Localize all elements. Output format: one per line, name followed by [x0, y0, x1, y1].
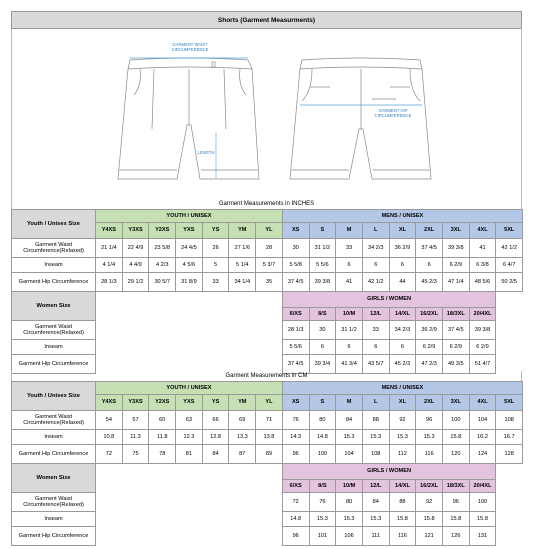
- row-label: Garment Hip Circumference: [12, 273, 96, 292]
- women-value-cell: 33: [362, 321, 389, 340]
- table-row: [12, 273, 523, 292]
- waist-label-1: GARMENT WAIST: [172, 42, 208, 47]
- women-value-cell: 37 4/5: [282, 355, 309, 374]
- youth-value-cell: 10.8: [96, 430, 123, 445]
- women-size-header: 10/M: [336, 308, 363, 321]
- youth-value-cell: 4 5/6: [176, 258, 203, 273]
- mens-value-cell: 48 5/6: [469, 273, 496, 292]
- women-value-cell: 6: [389, 340, 416, 355]
- women-size-header: 12/L: [362, 308, 389, 321]
- mens-value-cell: 92: [389, 411, 416, 430]
- women-value-cell: 116: [389, 527, 416, 546]
- mens-group-header: MENS / UNISEX: [282, 382, 522, 395]
- women-value-cell: 72: [282, 493, 309, 512]
- mens-size-header: M: [336, 223, 363, 239]
- women-value-cell: 39 3/8: [469, 321, 496, 340]
- youth-value-cell: 87: [229, 445, 256, 464]
- youth-value-cell: 84: [202, 445, 229, 464]
- mens-value-cell: 15.3: [362, 430, 389, 445]
- youth-value-cell: 24 4/5: [176, 239, 203, 258]
- youth-value-cell: 12.3: [176, 430, 203, 445]
- women-value-cell: 6 2/9: [416, 340, 443, 355]
- mens-value-cell: 116: [416, 445, 443, 464]
- table-row: [12, 445, 523, 464]
- youth-size-header: Y3XS: [122, 223, 149, 239]
- youth-size-header: Y4XS: [96, 395, 123, 411]
- row-label: Garment Waist Circumference(Relaxed): [12, 239, 96, 258]
- mens-value-cell: 14.3: [282, 430, 309, 445]
- mens-value-cell: 84: [336, 411, 363, 430]
- hip-label-1: GARMENT HIP: [378, 108, 408, 113]
- women-value-cell: 6: [362, 340, 389, 355]
- mens-size-header: 2XL: [416, 395, 443, 411]
- blank-cell: [496, 464, 523, 546]
- mens-value-cell: 39 3/8: [309, 273, 336, 292]
- mens-value-cell: 42 1/2: [362, 273, 389, 292]
- waist-label-2: CIRCUMFERENCE: [171, 47, 209, 52]
- women-size-header: 12/L: [362, 480, 389, 493]
- women-value-cell: 84: [362, 493, 389, 512]
- mens-value-cell: 6 2/9: [442, 258, 469, 273]
- youth-value-cell: 63: [176, 411, 203, 430]
- cm-section-title: Garment Measurements in CM: [11, 371, 522, 381]
- women-value-cell: 101: [309, 527, 336, 546]
- mens-value-cell: 36 2/9: [389, 239, 416, 258]
- women-value-cell: 30: [309, 321, 336, 340]
- row-label: Garment Waist Circumference(Relaxed): [12, 411, 96, 430]
- youth-value-cell: 57: [122, 411, 149, 430]
- mens-value-cell: 41: [336, 273, 363, 292]
- women-size-header: 20/4XL: [469, 308, 496, 321]
- mens-value-cell: 6: [416, 258, 443, 273]
- mens-value-cell: 6 3/8: [469, 258, 496, 273]
- row-label: Inseam: [12, 258, 96, 273]
- youth-value-cell: 4 2/3: [149, 258, 176, 273]
- blank-cell: [496, 292, 523, 374]
- women-size-header: 10/M: [336, 480, 363, 493]
- girls-group-header: GIRLS / WOMEN: [282, 464, 496, 480]
- mens-value-cell: 128: [496, 445, 523, 464]
- women-value-cell: 28 1/3: [282, 321, 309, 340]
- women-size-corner: Women Size: [12, 464, 96, 493]
- women-value-cell: 6: [336, 340, 363, 355]
- youth-size-header: YXS: [176, 223, 203, 239]
- women-value-cell: 15.8: [442, 512, 469, 527]
- row-label: Inseam: [12, 512, 96, 527]
- mens-value-cell: 104: [469, 411, 496, 430]
- women-value-cell: 76: [309, 493, 336, 512]
- women-size-corner: Women Size: [12, 292, 96, 321]
- women-value-cell: 36 2/9: [416, 321, 443, 340]
- women-value-cell: 47 2/3: [416, 355, 443, 374]
- mens-group-header: MENS / UNISEX: [282, 210, 522, 223]
- mens-value-cell: 15.3: [336, 430, 363, 445]
- mens-size-header: 4XL: [469, 395, 496, 411]
- row-label: Inseam: [12, 430, 96, 445]
- women-size-header: 8/S: [309, 308, 336, 321]
- women-value-cell: 5 5/6: [282, 340, 309, 355]
- women-size-header: 18/3XL: [442, 308, 469, 321]
- front-shorts-drawing: [118, 58, 259, 179]
- youth-value-cell: 60: [149, 411, 176, 430]
- women-size-header: 14/XL: [389, 480, 416, 493]
- mens-value-cell: 41: [469, 239, 496, 258]
- youth-size-corner: Youth / Unisex Size: [12, 210, 96, 239]
- youth-size-header: YM: [229, 223, 256, 239]
- mens-value-cell: 96: [416, 411, 443, 430]
- mens-value-cell: 100: [442, 411, 469, 430]
- youth-value-cell: 5 1/4: [229, 258, 256, 273]
- mens-value-cell: 45 2/3: [416, 273, 443, 292]
- women-size-header: 14/XL: [389, 308, 416, 321]
- mens-value-cell: 80: [309, 411, 336, 430]
- inches-section-title: Garment Measurements in INCHES: [11, 199, 522, 209]
- mens-value-cell: 112: [389, 445, 416, 464]
- page-title: Shorts (Garment Measurments): [11, 11, 522, 29]
- youth-group-header: YOUTH / UNISEX: [96, 210, 283, 223]
- youth-value-cell: 35: [256, 273, 283, 292]
- women-size-header: 20/4XL: [469, 480, 496, 493]
- mens-size-header: 2XL: [416, 223, 443, 239]
- youth-value-cell: 75: [122, 445, 149, 464]
- women-value-cell: 111: [362, 527, 389, 546]
- women-value-cell: 80: [336, 493, 363, 512]
- youth-value-cell: 54: [96, 411, 123, 430]
- garment-diagram: [11, 29, 522, 199]
- mens-value-cell: 5 5/6: [309, 258, 336, 273]
- youth-size-header: Y2XS: [149, 395, 176, 411]
- mens-value-cell: 104: [336, 445, 363, 464]
- women-value-cell: 41 3/4: [336, 355, 363, 374]
- women-size-header: 16/2XL: [416, 308, 443, 321]
- mens-value-cell: 42 1/2: [496, 239, 523, 258]
- youth-value-cell: 27 1/6: [229, 239, 256, 258]
- youth-value-cell: 33: [202, 273, 229, 292]
- mens-size-header: M: [336, 395, 363, 411]
- mens-size-header: L: [362, 395, 389, 411]
- women-value-cell: 31 1/2: [336, 321, 363, 340]
- youth-value-cell: 72: [96, 445, 123, 464]
- table-row: [12, 411, 523, 430]
- youth-group-header: YOUTH / UNISEX: [96, 382, 283, 395]
- youth-value-cell: 28: [256, 239, 283, 258]
- mens-value-cell: 30: [282, 239, 309, 258]
- youth-value-cell: 69: [229, 411, 256, 430]
- mens-size-header: XS: [282, 395, 309, 411]
- youth-size-header: YL: [256, 223, 283, 239]
- women-value-cell: 100: [469, 493, 496, 512]
- women-size-header: 16/2XL: [416, 480, 443, 493]
- youth-value-cell: 5 3/7: [256, 258, 283, 273]
- mens-value-cell: 16.2: [469, 430, 496, 445]
- mens-size-header: 5XL: [496, 223, 523, 239]
- women-value-cell: 126: [442, 527, 469, 546]
- women-value-cell: 96: [442, 493, 469, 512]
- mens-size-header: XL: [389, 223, 416, 239]
- mens-value-cell: 88: [362, 411, 389, 430]
- youth-value-cell: 29 1/2: [122, 273, 149, 292]
- mens-value-cell: 37 4/5: [282, 273, 309, 292]
- youth-value-cell: 31 8/9: [176, 273, 203, 292]
- mens-size-header: XL: [389, 395, 416, 411]
- youth-size-header: YXS: [176, 395, 203, 411]
- youth-value-cell: 22 4/9: [122, 239, 149, 258]
- mens-size-header: L: [362, 223, 389, 239]
- youth-value-cell: 81: [176, 445, 203, 464]
- hip-label-2: CIRCUMFERENCE: [374, 113, 412, 118]
- row-label: Garment Hip Circumference: [12, 355, 96, 374]
- mens-value-cell: 15.3: [416, 430, 443, 445]
- youth-size-header: Y4XS: [96, 223, 123, 239]
- shorts-illustration: [12, 29, 523, 199]
- blank-cell: [96, 292, 283, 374]
- women-value-cell: 92: [416, 493, 443, 512]
- cm-table: [11, 381, 523, 546]
- mens-size-header: S: [309, 223, 336, 239]
- women-size-header: 6/XS: [282, 480, 309, 493]
- mens-value-cell: 6: [336, 258, 363, 273]
- women-value-cell: 106: [336, 527, 363, 546]
- youth-value-cell: 23 5/8: [149, 239, 176, 258]
- table-row: [12, 258, 523, 273]
- row-label: Garment Waist Circumference(Relaxed): [12, 321, 96, 340]
- mens-size-header: 5XL: [496, 395, 523, 411]
- length-label: LENGTH: [197, 150, 215, 155]
- row-label: Inseam: [12, 340, 96, 355]
- mens-size-header: 3XL: [442, 395, 469, 411]
- mens-value-cell: 14.8: [309, 430, 336, 445]
- mens-value-cell: 16.7: [496, 430, 523, 445]
- women-value-cell: 39 3/4: [309, 355, 336, 374]
- youth-value-cell: 4 1/4: [96, 258, 123, 273]
- inches-table: [11, 209, 523, 374]
- table-row: [12, 430, 523, 445]
- youth-size-header: Y3XS: [122, 395, 149, 411]
- mens-value-cell: 39 3/8: [442, 239, 469, 258]
- mens-value-cell: 100: [309, 445, 336, 464]
- women-value-cell: 6: [309, 340, 336, 355]
- blank-cell: [96, 464, 283, 546]
- youth-value-cell: 12.8: [202, 430, 229, 445]
- women-value-cell: 43 5/7: [362, 355, 389, 374]
- mens-value-cell: 31 1/2: [309, 239, 336, 258]
- youth-value-cell: 11.8: [149, 430, 176, 445]
- mens-value-cell: 6: [362, 258, 389, 273]
- women-value-cell: 6 2/9: [469, 340, 496, 355]
- youth-size-header: YS: [202, 395, 229, 411]
- mens-value-cell: 34 2/3: [362, 239, 389, 258]
- women-value-cell: 51 4/7: [469, 355, 496, 374]
- mens-value-cell: 44: [389, 273, 416, 292]
- mens-value-cell: 120: [442, 445, 469, 464]
- youth-size-header: YM: [229, 395, 256, 411]
- women-value-cell: 34 2/3: [389, 321, 416, 340]
- women-value-cell: 131: [469, 527, 496, 546]
- women-value-cell: 6 2/9: [442, 340, 469, 355]
- youth-value-cell: 26: [202, 239, 229, 258]
- youth-value-cell: 4 4/9: [122, 258, 149, 273]
- youth-value-cell: 30 5/7: [149, 273, 176, 292]
- youth-value-cell: 89: [256, 445, 283, 464]
- row-label: Garment Waist Circumference(Relaxed): [12, 493, 96, 512]
- youth-value-cell: 13.3: [229, 430, 256, 445]
- youth-value-cell: 11.3: [122, 430, 149, 445]
- youth-size-corner: Youth / Unisex Size: [12, 382, 96, 411]
- women-size-header: 18/3XL: [442, 480, 469, 493]
- girls-group-header: GIRLS / WOMEN: [282, 292, 496, 308]
- women-value-cell: 15.8: [416, 512, 443, 527]
- row-label: Garment Hip Circumference: [12, 445, 96, 464]
- mens-size-header: XS: [282, 223, 309, 239]
- mens-value-cell: 96: [282, 445, 309, 464]
- mens-value-cell: 15.8: [442, 430, 469, 445]
- youth-value-cell: 66: [202, 411, 229, 430]
- youth-value-cell: 78: [149, 445, 176, 464]
- mens-value-cell: 6: [389, 258, 416, 273]
- row-label: Garment Hip Circumference: [12, 527, 96, 546]
- women-value-cell: 15.3: [362, 512, 389, 527]
- youth-size-header: YL: [256, 395, 283, 411]
- mens-value-cell: 37 4/5: [416, 239, 443, 258]
- women-value-cell: 14.8: [282, 512, 309, 527]
- youth-value-cell: 5: [202, 258, 229, 273]
- mens-value-cell: 33: [336, 239, 363, 258]
- mens-size-header: 4XL: [469, 223, 496, 239]
- mens-value-cell: 15.3: [389, 430, 416, 445]
- mens-value-cell: 124: [469, 445, 496, 464]
- women-value-cell: 15.8: [469, 512, 496, 527]
- mens-value-cell: 5 5/8: [282, 258, 309, 273]
- women-value-cell: 121: [416, 527, 443, 546]
- mens-value-cell: 108: [496, 411, 523, 430]
- women-value-cell: 45 2/3: [389, 355, 416, 374]
- youth-size-header: Y2XS: [149, 223, 176, 239]
- back-shorts-drawing: [290, 58, 431, 179]
- mens-size-header: 3XL: [442, 223, 469, 239]
- mens-value-cell: 47 1/4: [442, 273, 469, 292]
- women-value-cell: 15.3: [309, 512, 336, 527]
- women-value-cell: 15.8: [389, 512, 416, 527]
- youth-value-cell: 28 1/3: [96, 273, 123, 292]
- women-value-cell: 88: [389, 493, 416, 512]
- table-row: [12, 239, 523, 258]
- mens-value-cell: 50 2/5: [496, 273, 523, 292]
- youth-value-cell: 21 1/4: [96, 239, 123, 258]
- women-size-header: 6/XS: [282, 308, 309, 321]
- mens-value-cell: 6 4/7: [496, 258, 523, 273]
- women-value-cell: 37 4/5: [442, 321, 469, 340]
- youth-value-cell: 71: [256, 411, 283, 430]
- mens-value-cell: 108: [362, 445, 389, 464]
- youth-size-header: YS: [202, 223, 229, 239]
- youth-value-cell: 13.8: [256, 430, 283, 445]
- women-size-header: 8/S: [309, 480, 336, 493]
- mens-value-cell: 76: [282, 411, 309, 430]
- women-value-cell: 96: [282, 527, 309, 546]
- youth-value-cell: 34 1/4: [229, 273, 256, 292]
- women-value-cell: 15.3: [336, 512, 363, 527]
- mens-size-header: S: [309, 395, 336, 411]
- women-value-cell: 49 3/5: [442, 355, 469, 374]
